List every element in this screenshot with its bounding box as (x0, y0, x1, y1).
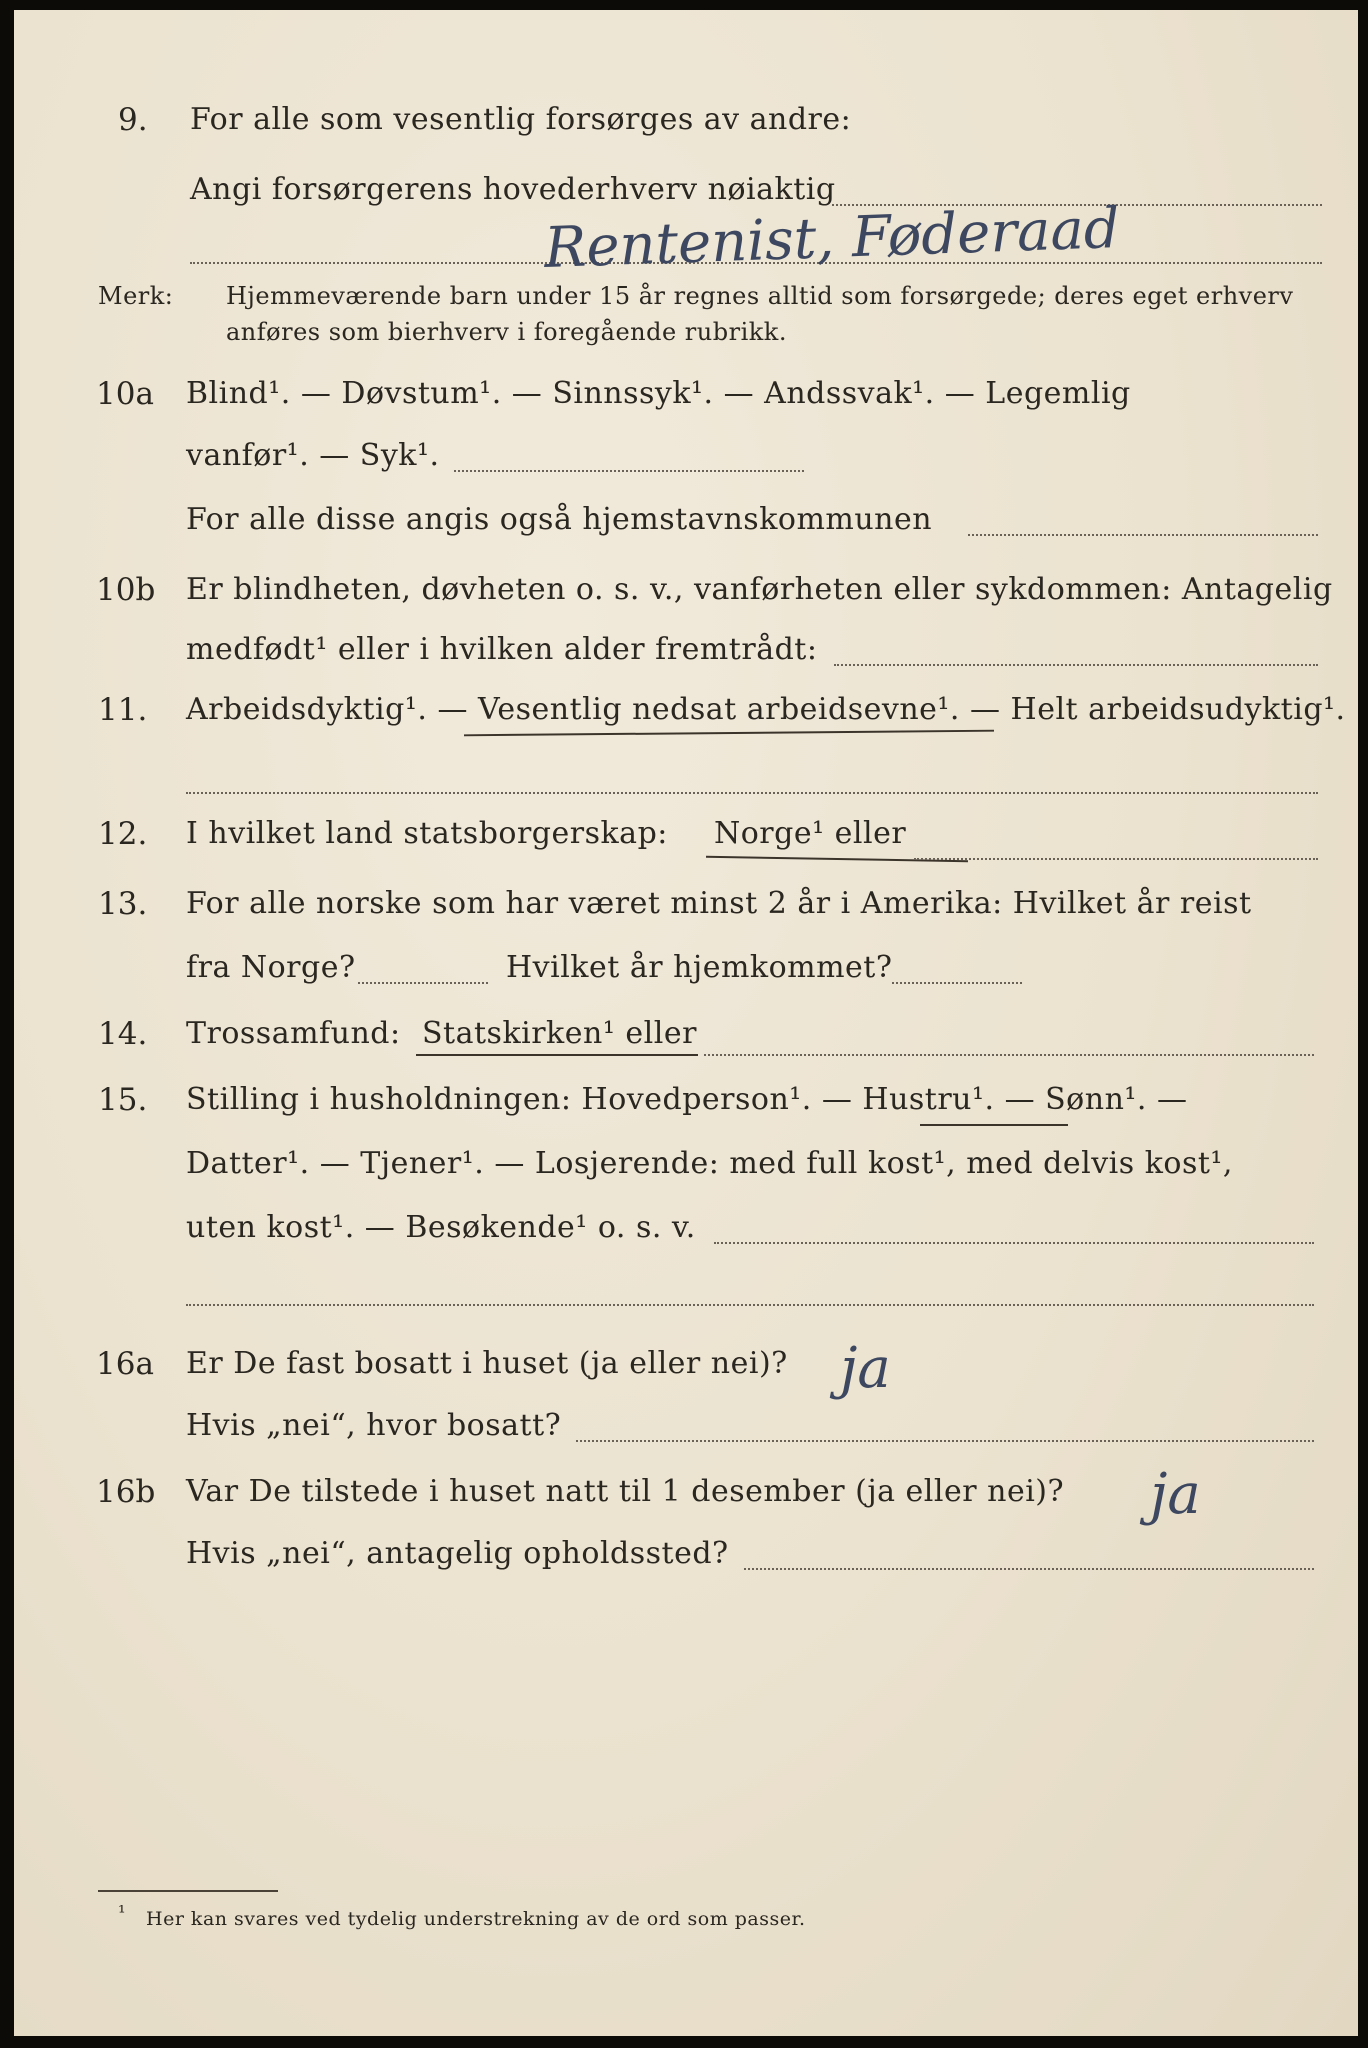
answer-line (714, 1242, 1314, 1244)
answer-line (454, 470, 804, 472)
q16b-line1: Var De tilstede i huset natt til 1 desember (ja eller nei)? (186, 1474, 1065, 1509)
answer-line (576, 1440, 1314, 1442)
item-number: 12. (98, 816, 148, 852)
q10a-line3: For alle disse angis også hjemstavnskommunen (186, 502, 933, 537)
q11-line1: Arbeidsdyktig¹. — Vesentlig nedsat arbeidsevne¹. — Helt arbeidsudyktig¹. (186, 692, 1346, 727)
footnote-text: Her kan svares ved tydelig understrekning av de ord som passer. (146, 1908, 806, 1930)
q13-line1: For alle norske som har været minst 2 år i Amerika: Hvilket år reist (186, 886, 1252, 921)
item-number: 10a (96, 376, 154, 412)
q10a-line1: Blind¹. — Døvstum¹. — Sinnssyk¹. — Andssvak¹. — Legemlig (186, 376, 1131, 411)
q9-handwritten-answer: Rentenist, Føderaad (543, 195, 1121, 282)
answer-line (968, 534, 1318, 536)
item-number: 16a (96, 1346, 154, 1382)
q16a-line1: Er De fast bosatt i huset (ja eller nei)? (186, 1346, 788, 1381)
q12-option: Norge¹ eller (714, 816, 907, 851)
underline-mark (464, 730, 994, 737)
answer-line (914, 858, 1318, 860)
q15-line1: Stilling i husholdningen: Hovedperson¹. — Hustru¹. — Sønn¹. — (186, 1082, 1188, 1117)
note-line1: Hjemmeværende barn under 15 år regnes alltid som forsørgede; deres eget erhverv (226, 282, 1294, 310)
q10b-line2: medfødt¹ eller i hvilken alder fremtrådt: (186, 632, 818, 667)
q13-line2b: Hvilket år hjemkommet? (506, 950, 893, 985)
footnote-mark: ¹ (118, 1902, 127, 1924)
item-number: 9. (118, 102, 148, 138)
answer-line (834, 664, 1318, 666)
q12-line1: I hvilket land statsborgerskap: (186, 816, 668, 851)
q9-line1: For alle som vesentlig forsørges av andre: (190, 102, 852, 137)
item-number: 10b (96, 572, 156, 608)
q10b-line1: Er blindheten, døvheten o. s. v., vanførheten eller sykdommen: Antagelig (186, 572, 1333, 607)
answer-line (704, 1054, 1314, 1056)
answer-line (744, 1568, 1314, 1570)
q15-line2: Datter¹. — Tjener¹. — Losjerende: med full kost¹, med delvis kost¹, (186, 1146, 1233, 1181)
q16a-handwritten-answer: ja (840, 1336, 891, 1401)
item-number: 16b (96, 1474, 156, 1510)
q9-line2: Angi forsørgerens hovederhverv nøiaktig (190, 172, 836, 207)
underline-mark (416, 1054, 698, 1056)
q16b-line2: Hvis „nei“, antagelig opholdssted? (186, 1536, 729, 1571)
q15-line3: uten kost¹. — Besøkende¹ o. s. v. (186, 1210, 696, 1245)
note-line2: anføres som bierhverv i foregående rubrikk. (226, 318, 787, 346)
answer-line (892, 982, 1022, 984)
item-number: 15. (98, 1082, 148, 1118)
q10a-line2: vanfør¹. — Syk¹. (186, 438, 440, 473)
underline-mark (920, 1124, 1068, 1126)
item-number: 13. (98, 886, 148, 922)
q16b-handwritten-answer: ja (1150, 1462, 1201, 1527)
answer-line (186, 1304, 1314, 1306)
item-number: 14. (98, 1016, 148, 1052)
q16a-line2: Hvis „nei“, hvor bosatt? (186, 1408, 562, 1443)
q14-option: Statskirken¹ eller (422, 1016, 697, 1051)
q13-line2a: fra Norge? (186, 950, 356, 985)
item-number: 11. (98, 692, 148, 728)
footnote-rule (98, 1890, 278, 1892)
q14-label: Trossamfund: (186, 1016, 401, 1051)
answer-line (358, 982, 488, 984)
note-label: Merk: (98, 282, 174, 310)
form-page (14, 10, 1358, 2036)
answer-line (186, 792, 1318, 794)
